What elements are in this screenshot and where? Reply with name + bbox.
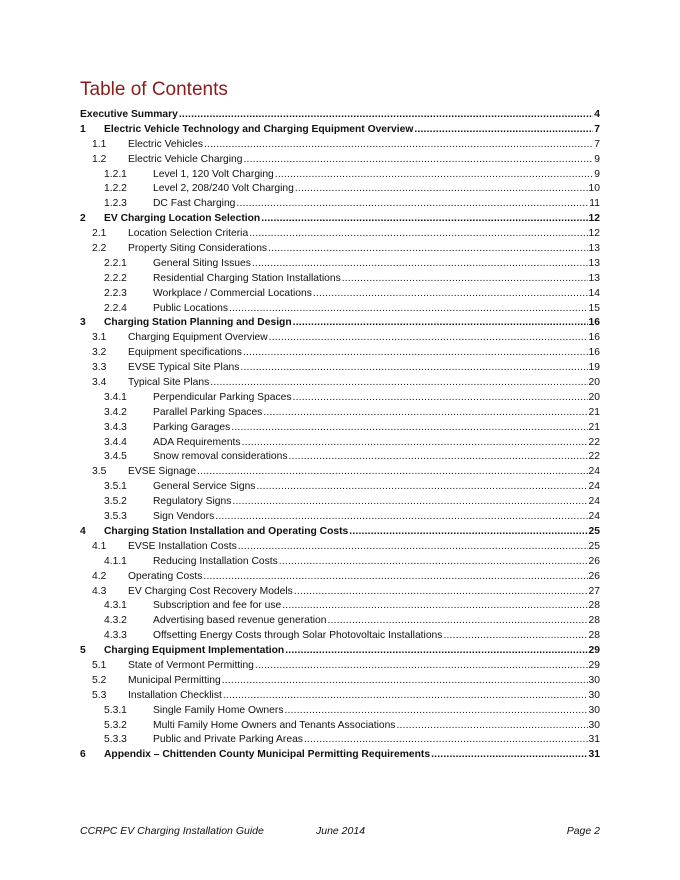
toc-entry-number: 2.2.1 [104,257,127,269]
toc-entry-number: 4.3.2 [104,615,127,627]
toc-entry[interactable] [80,421,600,436]
toc-entry-line [153,406,600,421]
toc-dot-leader [275,168,593,183]
toc-entry-page: 11 [589,198,600,210]
toc-dot-leader [279,555,588,570]
toc-entry-number: 6 [80,749,86,761]
toc-entry-title: Residential Charging Station Installations [153,272,341,284]
toc-dot-leader [282,599,587,614]
toc-entry[interactable] [80,331,600,346]
toc-entry-line [128,659,600,674]
toc-entry-title: EVSE Typical Site Plans [128,362,240,374]
toc-entry[interactable] [80,525,600,540]
toc-entry[interactable] [80,674,600,689]
toc-entry-page: 13 [588,272,600,284]
toc-entry[interactable] [80,376,600,391]
toc-entry-number: 4 [80,525,86,537]
toc-entry-page: 25 [588,525,600,537]
toc-entry-page: 13 [588,243,600,255]
toc-entry-number: 2 [80,213,86,225]
toc-entry-number: 2.1 [92,228,107,240]
toc-entry[interactable] [80,346,600,361]
toc-entry[interactable] [80,436,600,451]
toc-entry-number: 3 [80,317,86,329]
toc-entry-line [153,272,600,287]
toc-entry-title: DC Fast Charging [153,198,236,210]
toc-entry[interactable] [80,272,600,287]
toc-entry-line [128,674,600,689]
toc-entry-title: General Service Signs [153,481,256,493]
toc-entry-title: Typical Site Plans [128,377,210,389]
toc-entry-title: Charging Station Planning and Design [104,317,292,329]
toc-entry-page: 21 [588,421,600,433]
toc-entry-title: Single Family Home Owners [153,704,284,716]
toc-entry[interactable] [80,540,600,555]
toc-entry-number: 5.1 [92,659,107,671]
toc-entry-page: 16 [588,317,600,329]
toc-entry-line [128,138,600,153]
toc-entry-page: 30 [588,689,600,701]
toc-entry-title: Level 2, 208/240 Volt Charging [153,183,294,195]
footer-date: June 2014 [316,825,366,837]
toc-entry-title: Location Selection Criteria [128,228,249,240]
toc-dot-leader [203,570,587,585]
toc-entry-title: Operating Costs [128,570,203,582]
toc-dot-leader [238,540,588,555]
toc-entry-title: Level 1, 120 Volt Charging [153,168,274,180]
toc-entry-title: Appendix – Chittenden County Municipal Permitting Requirements [104,749,431,761]
toc-dot-leader [396,719,587,734]
toc-entry-page: 22 [588,451,600,463]
toc-entry-title: Parking Garages [153,421,231,433]
toc-entry-title: Snow removal considerations [153,451,288,463]
toc-entry-number: 5.3.1 [104,704,127,716]
toc-entry-line [104,748,600,763]
toc-entry-line [128,153,600,168]
toc-entry[interactable] [80,480,600,495]
toc-entry-line [153,257,600,272]
toc-dot-leader [327,614,587,629]
toc-entry-title: Advertising based revenue generation [153,615,327,627]
toc-entry-number: 2.2.2 [104,272,127,284]
toc-entry-line [153,421,600,436]
toc-entry-page: 30 [588,719,600,731]
toc-dot-leader [269,331,588,346]
toc-entry[interactable] [80,182,600,197]
toc-entry-line [104,123,600,138]
toc-dot-leader [243,346,588,361]
toc-entry-page: 31 [588,734,600,746]
toc-entry-line [153,391,600,406]
toc-entry-page: 28 [588,600,600,612]
toc-entry[interactable] [80,733,600,748]
toc-entry[interactable] [80,704,600,719]
toc-entry-title: State of Vermont Permitting [128,659,254,671]
toc-dot-leader [179,108,593,123]
toc-entry-title: Electric Vehicle Charging [128,153,243,165]
toc-dot-leader [285,644,587,659]
toc-entry-page: 7 [594,123,600,135]
toc-entry[interactable] [80,153,600,168]
toc-entry-page: 30 [588,704,600,716]
toc-entry-line [104,316,600,331]
toc-entry-line [104,644,600,659]
toc-entry-line [153,719,600,734]
toc-entry-title: Multi Family Home Owners and Tenants Associations [153,719,396,731]
toc-entry-number: 4.2 [92,570,107,582]
toc-entry-page: 22 [588,436,600,448]
toc-entry-number: 1.2.2 [104,183,127,195]
toc-entry-number: 3.5.3 [104,511,127,523]
toc-entry-number: 4.3.1 [104,600,127,612]
toc-entry-number: 2.2.4 [104,302,127,314]
page-footer [80,825,600,839]
toc-entry-title: Sign Vendors [153,511,215,523]
toc-entry[interactable] [80,316,600,331]
toc-dot-leader [294,585,588,600]
toc-entry-number: 3.5.1 [104,481,127,493]
toc-entry[interactable] [80,748,600,763]
toc-dot-leader [215,510,587,525]
toc-entry-page: 29 [588,645,600,657]
toc-entry-page: 4 [594,109,600,120]
toc-entry[interactable] [80,555,600,570]
toc-entry-title: Workplace / Commercial Locations [153,287,312,299]
toc-entry-title: Property Siting Considerations [128,243,268,255]
toc-entry-line [128,540,600,555]
toc-entry[interactable] [80,302,600,317]
toc-dot-leader [255,659,588,674]
toc-entry-page: 10 [588,183,600,195]
toc-entry[interactable] [80,689,600,704]
toc-entry-page: 16 [588,347,600,359]
toc-entry[interactable] [80,406,600,421]
toc-entry-number: 3.4 [92,377,107,389]
toc-entry-number: 3.4.1 [104,391,127,403]
toc-entry-line [153,614,600,629]
table-of-contents [80,108,600,763]
toc-entry-title: Electric Vehicles [128,138,203,150]
toc-dot-leader [289,450,588,465]
toc-entry[interactable] [80,570,600,585]
toc-entry-page: 24 [588,481,600,493]
toc-entry-page: 30 [588,674,600,686]
toc-entry-number: 5 [80,645,86,657]
toc-entry-number: 3.5 [92,466,107,478]
toc-entry-line [128,227,600,242]
toc-entry[interactable] [80,659,600,674]
toc-entry[interactable] [80,361,600,376]
toc-entry-page: 25 [588,540,600,552]
toc-entry[interactable] [80,629,600,644]
toc-entry-number: 2.2 [92,243,107,255]
toc-dot-leader [342,272,588,287]
toc-entry-title: EV Charging Location Selection [104,213,261,225]
toc-dot-leader [229,302,588,317]
toc-entry-line [128,465,600,480]
toc-dot-leader [284,704,587,719]
toc-entry-line [153,599,600,614]
toc-dot-leader [232,495,587,510]
toc-entry-line [128,689,600,704]
toc-entry-number: 4.3 [92,585,107,597]
toc-entry-page: 27 [588,585,600,597]
toc-entry-line [153,510,600,525]
toc-dot-leader [313,287,588,302]
toc-dot-leader [256,480,587,495]
toc-entry-title: EV Charging Cost Recovery Models [128,585,293,597]
toc-entry[interactable] [80,287,600,302]
toc-entry-title: General Siting Issues [153,257,251,269]
toc-entry-number: 1 [80,123,86,135]
toc-entry[interactable] [80,123,600,138]
toc-entry-page: 9 [594,168,600,180]
toc-entry-number: 4.1 [92,540,107,552]
toc-entry-number: 3.2 [92,347,107,359]
toc-entry[interactable] [80,197,600,212]
toc-entry-number: 3.4.3 [104,421,127,433]
toc-entry-line [80,108,600,123]
toc-entry-page: 28 [588,630,600,642]
toc-entry-line [104,212,600,227]
toc-entry-line [153,182,600,197]
toc-entry[interactable] [80,465,600,480]
toc-entry-line [153,495,600,510]
toc-entry-page: 13 [588,257,600,269]
toc-dot-leader [210,376,587,391]
toc-entry[interactable] [80,257,600,272]
toc-entry-title: Subscription and fee for use [153,600,282,612]
toc-entry-line [128,570,600,585]
toc-dot-leader [252,257,588,272]
toc-entry-page: 19 [588,362,600,374]
toc-entry-page: 28 [588,615,600,627]
toc-entry-number: 5.2 [92,674,107,686]
toc-entry[interactable] [80,495,600,510]
toc-entry-page: 21 [588,406,600,418]
toc-entry-page: 7 [594,138,600,150]
toc-entry-number: 3.4.5 [104,451,127,463]
toc-entry-line [153,450,600,465]
footer-page-number: Page 2 [566,825,600,837]
toc-entry-page: 26 [588,555,600,567]
toc-entry-number: 3.1 [92,332,107,344]
toc-entry-page: 24 [588,496,600,508]
toc-entry-title: Parallel Parking Spaces [153,406,263,418]
toc-dot-leader [293,391,588,406]
toc-entry-title: EVSE Signage [128,466,197,478]
toc-entry-number: 3.4.2 [104,406,127,418]
toc-entry-number: 5.3 [92,689,107,701]
toc-entry-line [128,376,600,391]
toc-entry-page: 24 [588,511,600,523]
toc-entry[interactable] [80,599,600,614]
toc-entry[interactable] [80,510,600,525]
toc-entry-page: 12 [588,213,600,225]
toc-entry[interactable] [80,614,600,629]
toc-entry-number: 4.3.3 [104,630,127,642]
toc-dot-leader [349,525,587,540]
toc-dot-leader [261,212,587,227]
toc-entry-title: Installation Checklist [128,689,222,701]
toc-entry[interactable] [80,168,600,183]
toc-dot-leader [249,227,587,242]
toc-entry-title: Perpendicular Parking Spaces [153,391,292,403]
toc-entry-page: 15 [588,302,600,314]
toc-dot-leader [231,421,587,436]
toc-entry-page: 9 [594,153,600,165]
toc-dot-leader [443,629,587,644]
toc-entry-number: 2.2.3 [104,287,127,299]
toc-entry-page: 20 [588,377,600,389]
toc-entry-title: Regulatory Signs [153,496,232,508]
toc-entry-number: 3.3 [92,362,107,374]
toc-entry-line [153,168,600,183]
toc-dot-leader [204,138,593,153]
toc-dot-leader [293,316,588,331]
toc-entry-number: 4.1.1 [104,555,127,567]
toc-entry-line [153,555,600,570]
toc-entry-title: Charging Equipment Implementation [104,645,285,657]
toc-dot-leader [414,123,593,138]
toc-dot-leader [295,182,588,197]
toc-entry[interactable] [80,212,600,227]
toc-dot-leader [263,406,587,421]
toc-entry-title: Executive Summary [80,109,178,120]
toc-entry-number: 1.2.3 [104,198,127,210]
toc-dot-leader [431,748,587,763]
toc-entry-line [153,704,600,719]
toc-entry-number: 3.5.2 [104,496,127,508]
toc-entry-title: Electric Vehicle Technology and Charging Equipment Overview [104,123,414,135]
toc-dot-leader [236,197,588,212]
toc-entry-number: 1.2 [92,153,107,165]
toc-dot-leader [197,465,587,480]
toc-dot-leader [223,689,588,704]
toc-entry[interactable] [80,450,600,465]
toc-entry-page: 31 [588,749,600,761]
toc-entry[interactable] [80,644,600,659]
toc-entry-page: 26 [588,570,600,582]
toc-entry-page: 24 [588,466,600,478]
toc-entry[interactable] [80,585,600,600]
toc-entry-title: Equipment specifications [128,347,242,359]
toc-dot-leader [240,361,587,376]
toc-entry-line [153,436,600,451]
toc-entry-line [153,302,600,317]
toc-entry-line [128,242,600,257]
toc-entry[interactable] [80,227,600,242]
toc-entry-number: 3.4.4 [104,436,127,448]
toc-entry-title: Public Locations [153,302,228,314]
toc-entry-line [153,197,600,212]
toc-entry-line [128,361,600,376]
toc-entry-line [104,525,600,540]
toc-entry[interactable] [80,719,600,734]
toc-entry[interactable] [80,108,600,123]
toc-entry-number: 5.3.2 [104,719,127,731]
toc-entry-page: 20 [588,391,600,403]
toc-entry-title: Offsetting Energy Costs through Solar Photovoltaic Installations [153,630,443,642]
toc-entry-title: Municipal Permitting [128,674,221,686]
toc-entry-line [128,331,600,346]
footer-document-title: CCRPC EV Charging Installation Guide [80,825,264,837]
toc-entry-title: EVSE Installation Costs [128,540,237,552]
toc-dot-leader [304,733,588,748]
toc-entry-title: Public and Private Parking Areas [153,734,303,746]
toc-entry-page: 29 [588,659,600,671]
toc-entry[interactable] [80,391,600,406]
toc-entry-line [153,480,600,495]
toc-entry-line [128,346,600,361]
toc-entry[interactable] [80,138,600,153]
toc-entry-line [153,733,600,748]
toc-entry-title: Reducing Installation Costs [153,555,278,567]
toc-dot-leader [242,436,588,451]
toc-entry-line [153,629,600,644]
toc-entry-number: 5.3.3 [104,734,127,746]
toc-entry-line [153,287,600,302]
toc-entry-number: 1.1 [92,138,107,150]
page-title: Table of Contents [80,79,228,100]
toc-dot-leader [222,674,588,689]
toc-entry-title: Charging Station Installation and Operating Costs [104,525,349,537]
toc-entry[interactable] [80,242,600,257]
toc-entry-page: 14 [588,287,600,299]
toc-dot-leader [243,153,593,168]
toc-dot-leader [268,242,587,257]
toc-entry-number: 1.2.1 [104,168,127,180]
toc-entry-line [128,585,600,600]
toc-entry-page: 12 [588,228,600,240]
toc-entry-title: ADA Requirements [153,436,241,448]
toc-entry-title: Charging Equipment Overview [128,332,268,344]
toc-entry-page: 16 [588,332,600,344]
